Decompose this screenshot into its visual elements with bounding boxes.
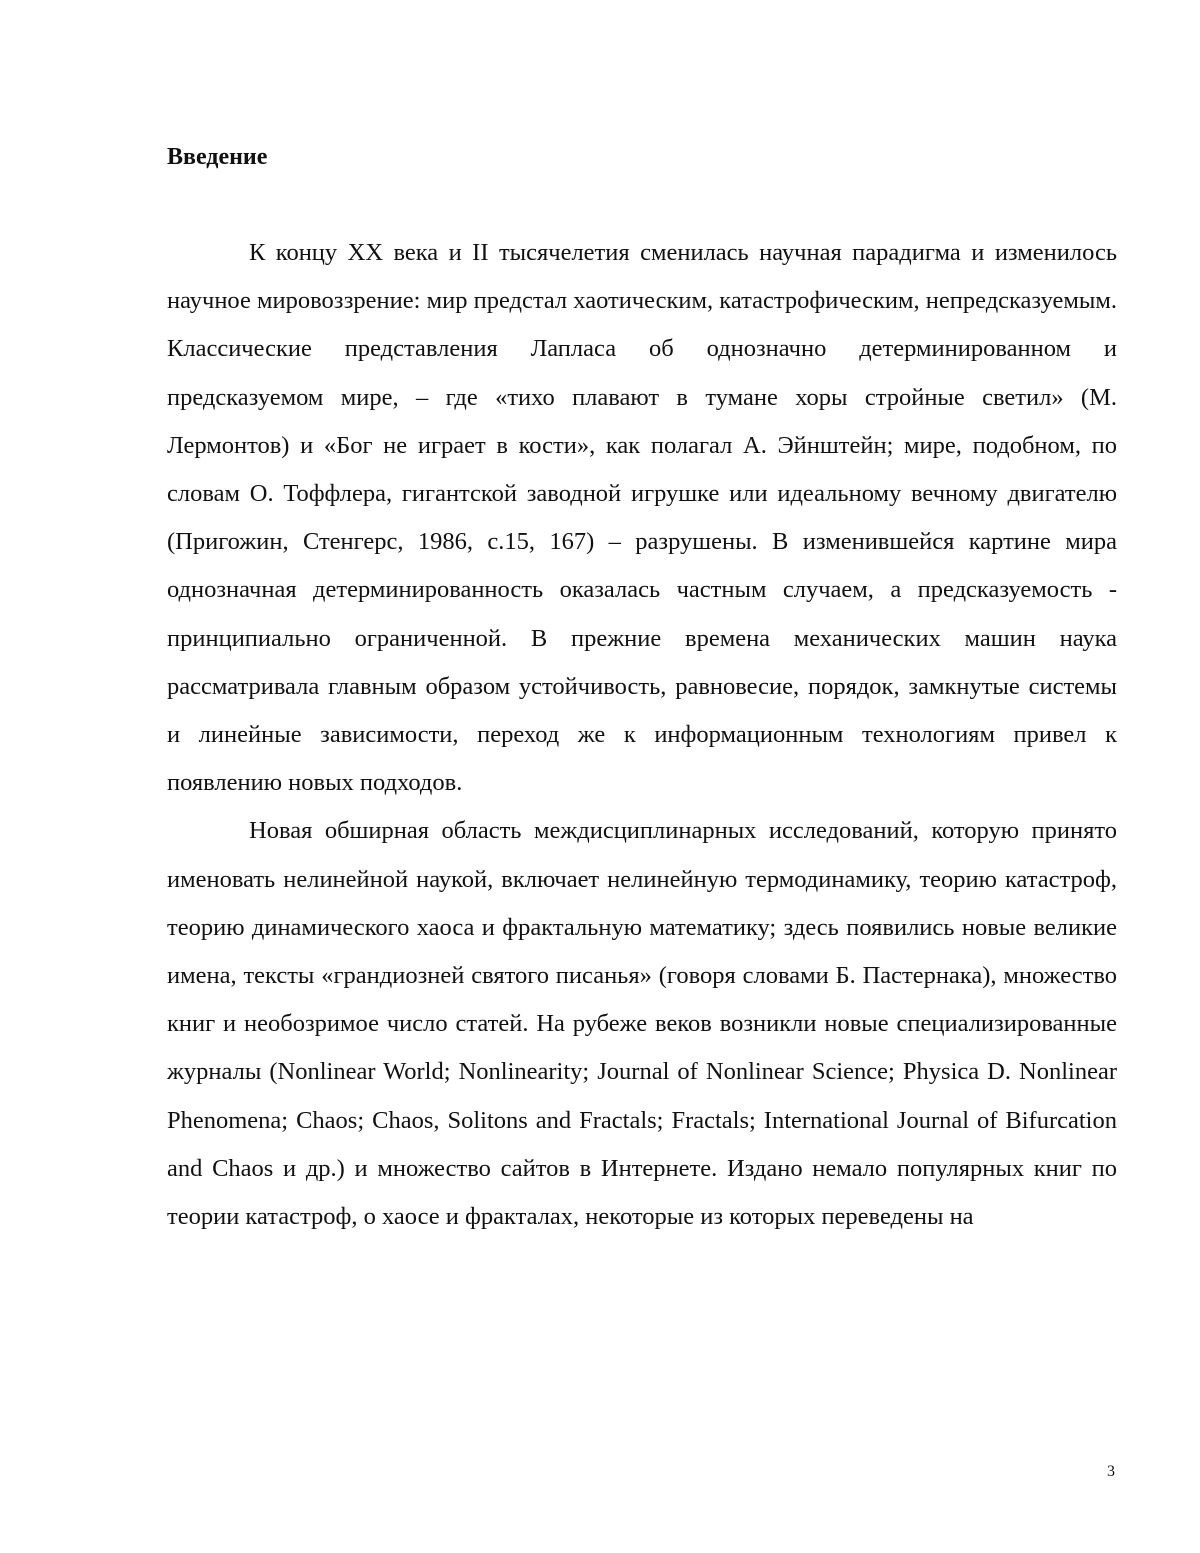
page-number: 3 (1107, 1463, 1115, 1480)
paragraph-2: Новая обширная область междисциплинарных исследований, которую принято именовать нелинейной наукой, включает нелинейную термодинамику, теорию катастроф, теорию динамического хаоса и фрактальную математику; здесь появились новые великие имена, тексты «грандиозней святого писанья» (говоря словами Б. Пастернака), множество книг и необозримое число статей. На рубеже веков возникли новые специализированные журналы (Nonlinear World; Nonlinearity; Journal of Nonlinear Science; Physica D. Nonlinear Phenomena; Chaos; Chaos, Solitons and Fractals; Fractals; International Journal of Bifurcation and Chaos и др.) и множество сайтов в Интернете. Издано немало популярных книг по теории катастроф, о хаосе и фракталах, некоторые из которых переведены на (167, 817, 1117, 1231)
paragraph-1: К концу XX века и II тысячелетия сменилась научная парадигма и изменилось научное мировоззрение: мир предстал хаотическим, катастрофическим, непредсказуемым. Классические представления Лапласа об однозначно детерминированном и предсказуемом мире, – где «тихо плавают в тумане хоры стройные светил» (М. Лермонтов) и «Бог не играет в кости», как полагал А. Эйнштейн; мире, подобном, по словам О. Тоффлера, гигантской заводной игрушке или идеальному вечному двигателю (Пригожин, Стенгерс, 1986, с.15, 167) – разрушены. В изменившейся картине мира однозначная детерминированность оказалась частным случаем, а предсказуемость - принципиально ограниченной. В прежние времена механических машин наука рассматривала главным образом устойчивость, равновесие, порядок, замкнутые системы и линейные зависимости, переход же к информационным технологиям привел к появлению новых подходов. (167, 239, 1117, 797)
section-heading: Введение (167, 144, 268, 170)
body-text (167, 229, 1117, 1241)
